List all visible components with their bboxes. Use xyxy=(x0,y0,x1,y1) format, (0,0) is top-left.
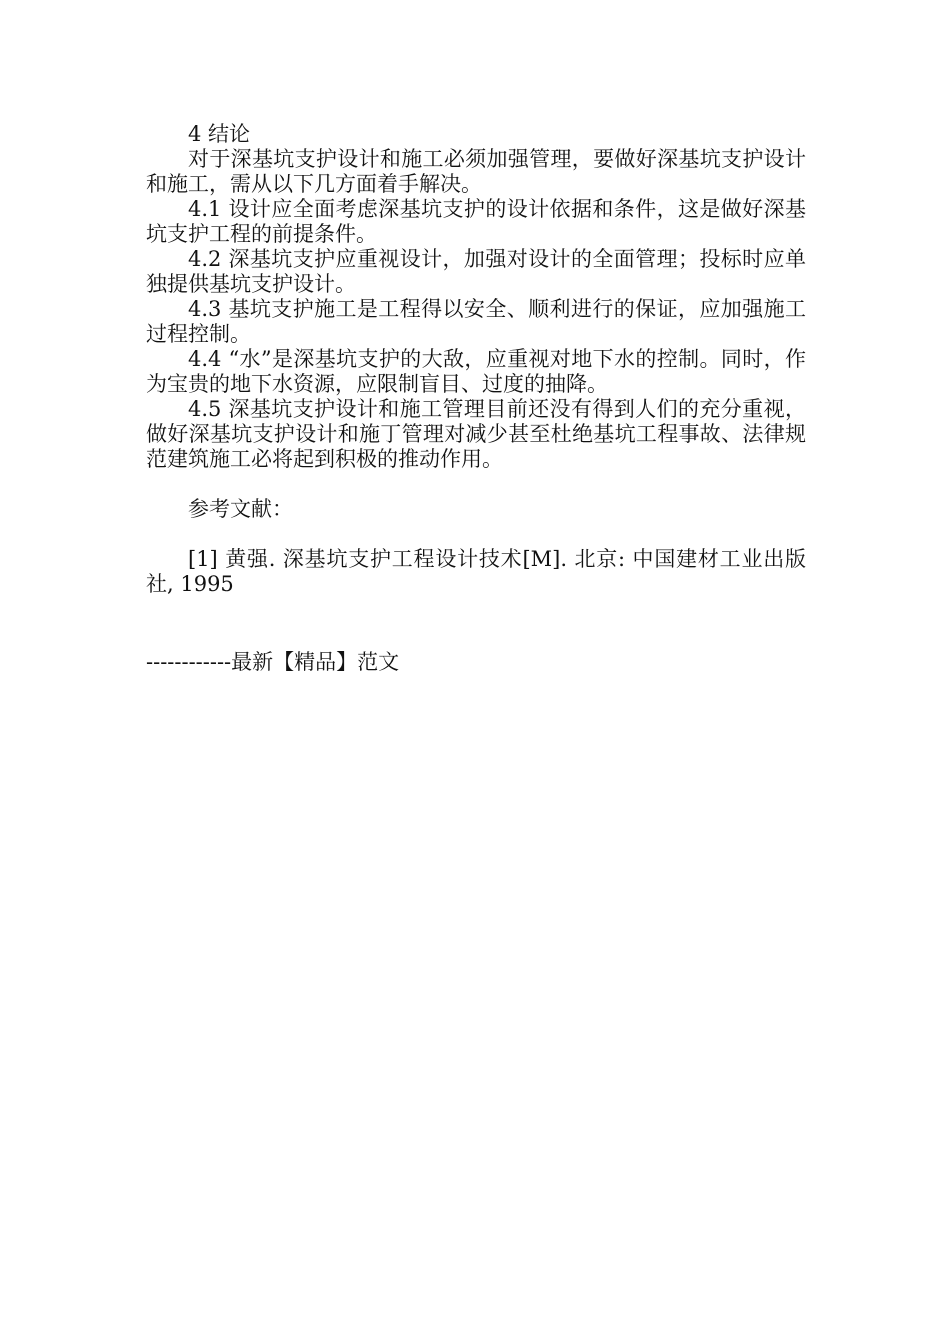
document-body xyxy=(146,122,806,597)
references-title: 参考文献： xyxy=(188,497,293,521)
point-4-5: 4.5 深基坑支护设计和施工管理目前还没有得到人们的充分重视，做好深基坑支护设计和施丁管理对减少甚至杜绝基坑工程事故、法律规范建筑施工必将起到积极的推动作用。 xyxy=(146,397,806,471)
point-4-3: 4.3 基坑支护施工是工程得以安全、顺利进行的保证，应加强施工过程控制。 xyxy=(146,297,806,346)
section-heading: 4 结论 xyxy=(188,122,251,146)
point-4-2: 4.2 深基坑支护应重视设计，加强对设计的全面管理；投标时应单独提供基坑支护设计。 xyxy=(146,247,806,296)
point-4-4: 4.4 “水”是深基坑支护的大敌，应重视对地下水的控制。同时，作为宝贵的地下水资源，应限制盲目、过度的抽降。 xyxy=(146,347,806,396)
footer-text: ------------最新【精品】范文 xyxy=(146,650,400,674)
reference-item: [1] 黄强. 深基坑支护工程设计技术[M]. 北京: 中国建材工业出版社, 1995 xyxy=(146,547,806,596)
intro-paragraph: 对于深基坑支护设计和施工必须加强管理，要做好深基坑支护设计和施工，需从以下几方面着手解决。 xyxy=(146,147,806,196)
point-4-1: 4.1 设计应全面考虑深基坑支护的设计依据和条件，这是做好深基坑支护工程的前提条件。 xyxy=(146,197,806,246)
